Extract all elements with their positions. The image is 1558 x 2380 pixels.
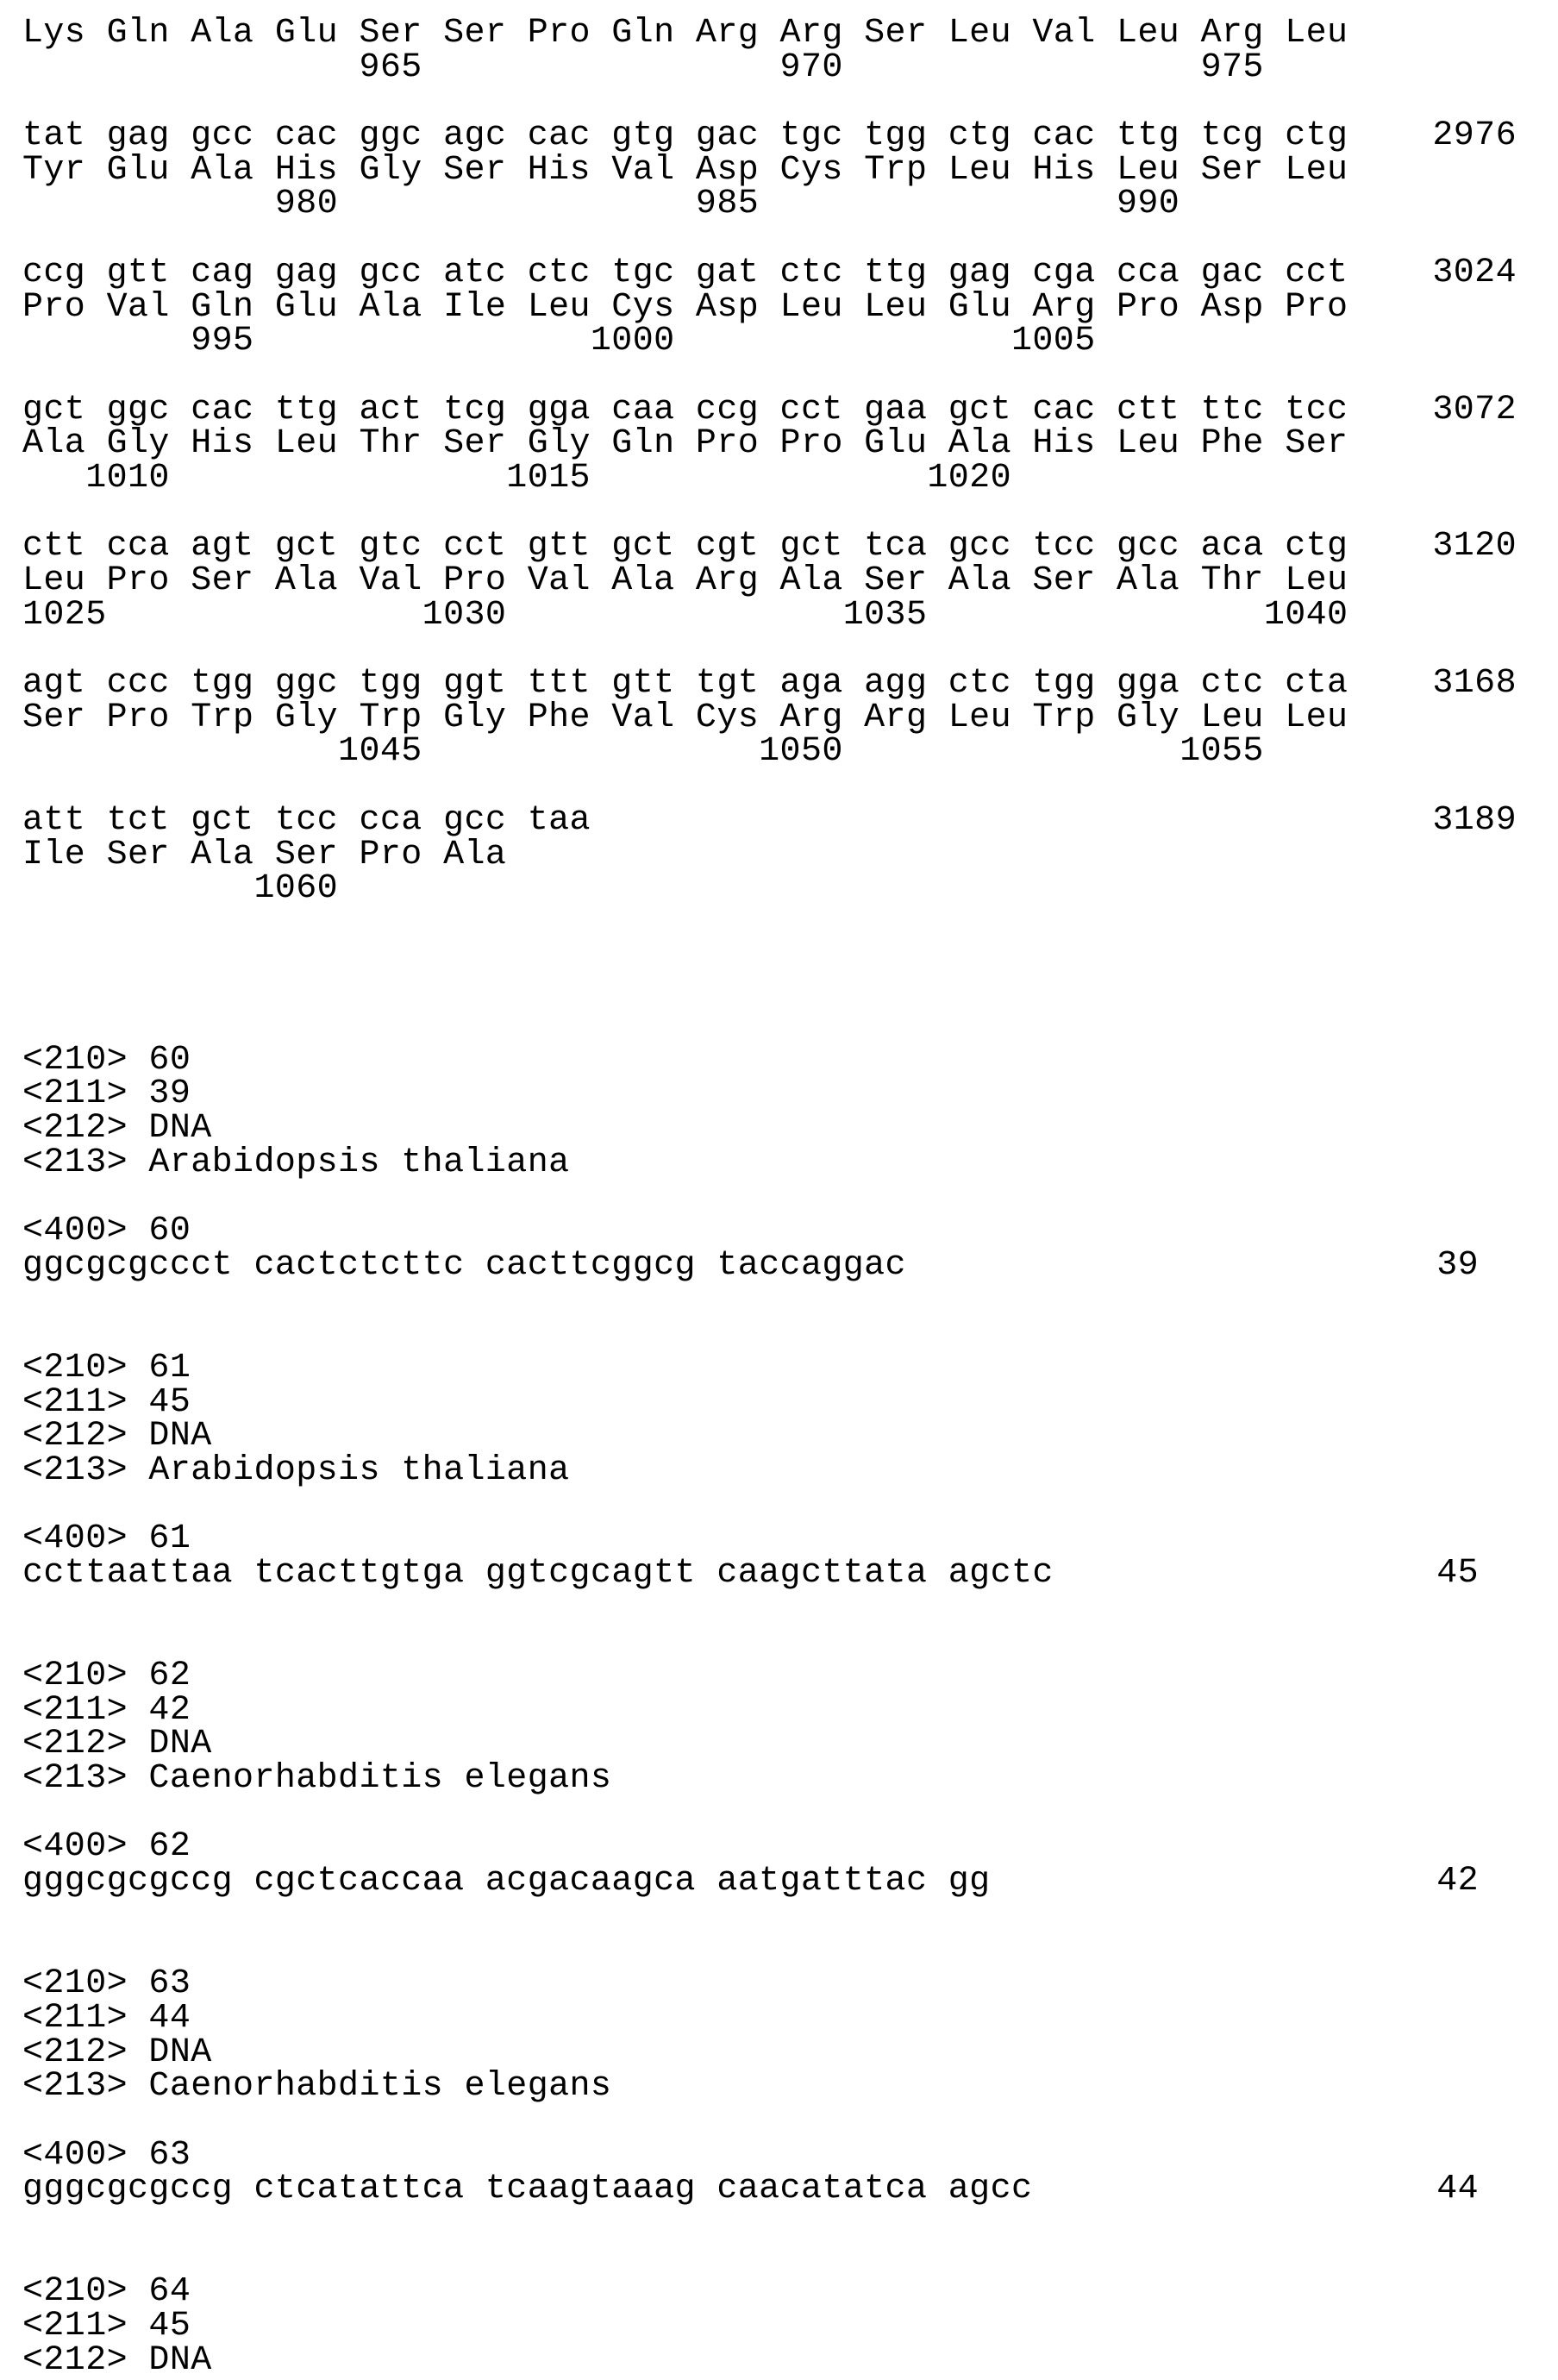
- sequence-line: [22, 1249, 1540, 1283]
- sequence-line: [22, 1864, 1540, 1899]
- field-400-text: <400> 63: [22, 2136, 191, 2175]
- field-212-text: <212> DNA: [22, 1417, 212, 1456]
- field-213-text: <213> Caenorhabditis elegans: [22, 2067, 611, 2106]
- field-212-text: <212> DNA: [22, 1109, 212, 1148]
- residue-number-row: [22, 187, 1540, 222]
- sequence-line-text: ccttaattaa tcacttgtga ggtcgcagtt caagcttata agctc: [22, 1554, 1054, 1593]
- field-211: [22, 2001, 1540, 2036]
- blank-line: [22, 1591, 1540, 1625]
- field-212: [22, 1727, 1540, 1762]
- blank-line: [22, 906, 1540, 941]
- sequence-line-text: gggcgcgccg ctcatattca tcaagtaaag caacatatca agcc: [22, 2170, 1032, 2208]
- nucleotide-position-number: 2976: [1432, 119, 1517, 153]
- field-213: [22, 1146, 1540, 1181]
- nucleotide-row: [22, 529, 1540, 564]
- field-211: [22, 1694, 1540, 1728]
- field-212: [22, 2344, 1540, 2378]
- field-210: [22, 1659, 1540, 1694]
- blank-line: [22, 496, 1540, 530]
- blank-line: [22, 2241, 1540, 2276]
- residue-number-row-text: 1045 1050 1055: [22, 732, 1264, 771]
- nucleotide-row-text: ccg gtt cag gag gcc atc ctc tgc gat ctc ttg gag cga cca gac cct: [22, 254, 1348, 292]
- sequence-length-number: 42: [1436, 1864, 1479, 1899]
- field-211: [22, 1386, 1540, 1420]
- field-213-text: <213> Arabidopsis thaliana: [22, 1143, 570, 1182]
- field-400: [22, 1214, 1540, 1249]
- residue-number-row: [22, 735, 1540, 769]
- blank-line: [22, 1180, 1540, 1214]
- field-211-text: <211> 45: [22, 2307, 191, 2346]
- sequence-line-text: ggcgcgccct cactctcttc cacttcggcg taccaggac: [22, 1246, 906, 1285]
- field-213: [22, 1762, 1540, 1796]
- blank-line: [22, 632, 1540, 667]
- field-210-text: <210> 61: [22, 1349, 191, 1387]
- nucleotide-position-number: 3168: [1432, 667, 1517, 701]
- field-211-text: <211> 45: [22, 1383, 191, 1422]
- nucleotide-row: [22, 667, 1540, 701]
- amino-acid-row: [22, 564, 1540, 598]
- amino-acid-row-text: Tyr Glu Ala His Gly Ser His Val Asp Cys Trp Leu His Leu Ser Leu: [22, 151, 1348, 190]
- field-210-text: <210> 60: [22, 1041, 191, 1080]
- residue-number-row-text: 1060: [22, 869, 338, 908]
- field-211: [22, 2309, 1540, 2344]
- field-212-text: <212> DNA: [22, 2033, 212, 2072]
- field-212: [22, 1419, 1540, 1454]
- sequence-length-number: 44: [1436, 2172, 1479, 2207]
- field-400-text: <400> 60: [22, 1212, 191, 1250]
- sequence-listing-page: [22, 16, 1540, 2377]
- residue-number-row: [22, 461, 1540, 496]
- sequence-line: [22, 1556, 1540, 1591]
- sequence-line: [22, 2172, 1540, 2207]
- field-211-text: <211> 39: [22, 1074, 191, 1113]
- amino-acid-row: [22, 291, 1540, 325]
- field-211-text: <211> 42: [22, 1691, 191, 1730]
- sequence-length-number: 39: [1436, 1249, 1479, 1283]
- nucleotide-row: [22, 393, 1540, 428]
- field-212: [22, 2036, 1540, 2070]
- amino-acid-row-text: Pro Val Gln Glu Ala Ile Leu Cys Asp Leu Leu Glu Arg Pro Asp Pro: [22, 288, 1348, 327]
- blank-line: [22, 1933, 1540, 1968]
- field-210: [22, 1043, 1540, 1078]
- field-212-text: <212> DNA: [22, 2341, 212, 2380]
- blank-line: [22, 1796, 1540, 1831]
- blank-line: [22, 85, 1540, 119]
- amino-acid-row: [22, 16, 1540, 51]
- nucleotide-row-text: agt ccc tgg ggc tgg ggt ttt gtt tgt aga agg ctc tgg gga ctc cta: [22, 664, 1348, 703]
- nucleotide-row: [22, 119, 1540, 153]
- field-211: [22, 1077, 1540, 1112]
- blank-line: [22, 974, 1540, 1009]
- field-211-text: <211> 44: [22, 1999, 191, 2038]
- field-213-text: <213> Arabidopsis thaliana: [22, 1451, 570, 1490]
- field-213: [22, 2070, 1540, 2104]
- field-212-text: <212> DNA: [22, 1725, 212, 1763]
- field-210-text: <210> 62: [22, 1657, 191, 1695]
- nucleotide-position-number: 3072: [1432, 393, 1517, 428]
- sequence-line-text: gggcgcgccg cgctcaccaa acgacaagca aatgatttac gg: [22, 1862, 991, 1901]
- field-212: [22, 1112, 1540, 1146]
- field-400-text: <400> 62: [22, 1827, 191, 1866]
- amino-acid-row: [22, 153, 1540, 188]
- blank-line: [22, 2104, 1540, 2139]
- residue-number-row-text: 965 970 975: [22, 48, 1264, 87]
- sequence-length-number: 45: [1436, 1556, 1479, 1591]
- residue-number-row: [22, 324, 1540, 359]
- nucleotide-position-number: 3024: [1432, 256, 1517, 291]
- field-213-text: <213> Caenorhabditis elegans: [22, 1759, 611, 1798]
- blank-line: [22, 222, 1540, 256]
- field-400-text: <400> 61: [22, 1519, 191, 1558]
- field-210-text: <210> 64: [22, 2272, 191, 2311]
- blank-line: [22, 1488, 1540, 1523]
- blank-line: [22, 1282, 1540, 1317]
- blank-line: [22, 359, 1540, 393]
- blank-line: [22, 2207, 1540, 2241]
- field-210: [22, 1967, 1540, 2001]
- nucleotide-position-number: 3120: [1432, 529, 1517, 564]
- amino-acid-row-text: Ala Gly His Leu Thr Ser Gly Gln Pro Pro Glu Ala His Leu Phe Ser: [22, 424, 1348, 463]
- amino-acid-row-text: Leu Pro Ser Ala Val Pro Val Ala Arg Ala Ser Ala Ser Ala Thr Leu: [22, 561, 1348, 600]
- residue-number-row: [22, 598, 1540, 633]
- blank-line: [22, 941, 1540, 975]
- residue-number-row: [22, 872, 1540, 906]
- amino-acid-row-text: Lys Gln Ala Glu Ser Ser Pro Gln Arg Arg Ser Leu Val Leu Arg Leu: [22, 14, 1348, 53]
- nucleotide-position-number: 3189: [1432, 804, 1517, 838]
- blank-line: [22, 1317, 1540, 1351]
- residue-number-row-text: 1025 1030 1035 1040: [22, 596, 1348, 635]
- amino-acid-row-text: Ile Ser Ala Ser Pro Ala: [22, 836, 506, 874]
- residue-number-row-text: 980 985 990: [22, 185, 1179, 223]
- nucleotide-row: [22, 804, 1540, 838]
- field-210: [22, 2275, 1540, 2309]
- nucleotide-row: [22, 256, 1540, 291]
- blank-line: [22, 769, 1540, 804]
- residue-number-row-text: 995 1000 1005: [22, 322, 1096, 360]
- field-400: [22, 1522, 1540, 1556]
- field-400: [22, 2139, 1540, 2173]
- amino-acid-row-text: Ser Pro Trp Gly Trp Gly Phe Val Cys Arg Arg Leu Trp Gly Leu Leu: [22, 698, 1348, 737]
- residue-number-row-text: 1010 1015 1020: [22, 459, 1011, 498]
- nucleotide-row-text: att tct gct tcc cca gcc taa: [22, 801, 591, 840]
- blank-line: [22, 1009, 1540, 1043]
- amino-acid-row: [22, 427, 1540, 461]
- blank-line: [22, 1625, 1540, 1659]
- field-210: [22, 1351, 1540, 1386]
- field-210-text: <210> 63: [22, 1964, 191, 2003]
- nucleotide-row-text: tat gag gcc cac ggc agc cac gtg gac tgc tgg ctg cac ttg tcg ctg: [22, 116, 1348, 155]
- nucleotide-row-text: gct ggc cac ttg act tcg gga caa ccg cct gaa gct cac ctt ttc tcc: [22, 391, 1348, 429]
- amino-acid-row: [22, 838, 1540, 873]
- residue-number-row: [22, 51, 1540, 85]
- amino-acid-row: [22, 701, 1540, 736]
- blank-line: [22, 1899, 1540, 1933]
- field-213: [22, 1454, 1540, 1488]
- field-400: [22, 1830, 1540, 1864]
- nucleotide-row-text: ctt cca agt gct gtc cct gtt gct cgt gct tca gcc tcc gcc aca ctg: [22, 527, 1348, 566]
